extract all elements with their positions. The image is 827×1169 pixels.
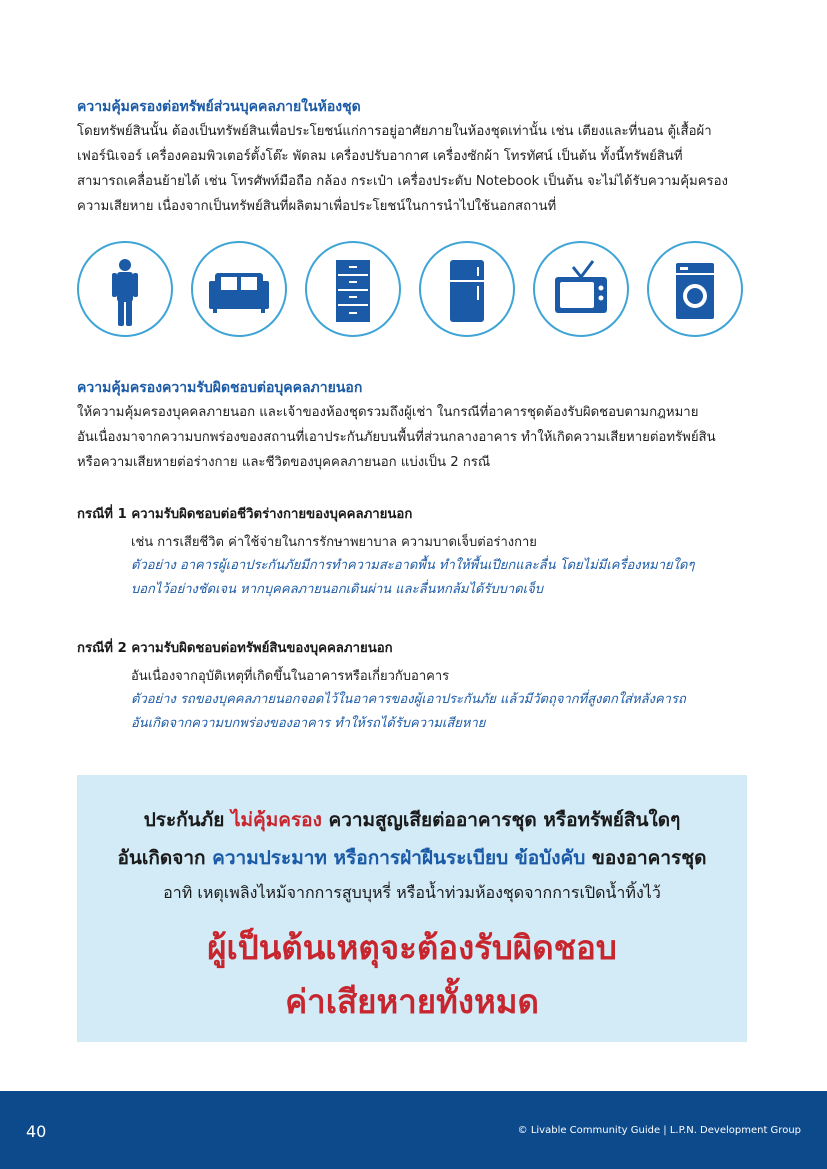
- case-2-title: กรณีที่ 2 ความรับผิดชอบต่อทรัพย์สินของบุคคลภายนอก: [77, 641, 393, 656]
- page-footer: [0, 1091, 827, 1169]
- callout-text: อันเกิดจาก: [117, 847, 213, 869]
- television-icon: [533, 241, 629, 337]
- case-1-detail: เช่น การเสียชีวิต ค่าใช้จ่ายในการรักษาพยาบาล ความบาดเจ็บต่อร่างกาย: [131, 535, 537, 550]
- callout-line-3: อาทิ เหตุเพลิงไหม้จากการสูบบุหรี่ หรือน้ำท่วมห้องชุดจากการเปิดน้ำทิ้งไว้: [163, 883, 661, 902]
- paragraph-line: โดยทรัพย์สินนั้น ต้องเป็นทรัพย์สินเพื่อประโยชน์แก่การอยู่อาศัยภายในห้องชุดเท่านั้น เช่น เตียงและที่นอน ตู้เสื้อผ้า: [77, 124, 712, 139]
- case-2-detail: อันเนื่องจากอุบัติเหตุที่เกิดขึ้นในอาคารหรือเกี่ยวกับอาคาร: [131, 669, 450, 684]
- paragraph-line: ความเสียหาย เนื่องจากเป็นทรัพย์สินที่ผลิตมาเพื่อประโยชน์ในการนำไปใช้นอกสถานที่: [77, 199, 557, 214]
- callout-highlight-negligence: ความประมาท หรือการฝ่าฝืนระเบียบ ข้อบังคับ: [212, 847, 586, 869]
- exclusion-callout: [77, 775, 747, 1042]
- page-number: 40: [26, 1122, 47, 1141]
- paragraph-line: เฟอร์นิเจอร์ เครื่องคอมพิวเตอร์ตั้งโต๊ะ พัดลม เครื่องปรับอากาศ เครื่องซักผ้า โทรทัศน์ เป็นต้น ทั้งนี้ทรัพย์สินที่: [77, 149, 683, 164]
- callout-emphasis-line-2: ค่าเสียหายทั้งหมด: [285, 982, 539, 1021]
- paragraph-line: อันเนื่องมาจากความบกพร่องของสถานที่เอาประกันภัยบนพื้นที่ส่วนกลางอาคาร ทำให้เกิดความเสียหายต่อทรัพย์สิน: [77, 430, 716, 445]
- washing-machine-icon: [647, 241, 743, 337]
- callout-emphasis-line-1: ผู้เป็นต้นเหตุจะต้องรับผิดชอบ: [207, 928, 617, 967]
- callout-text: ประกันภัย: [143, 809, 231, 831]
- example-line: บอกไว้อย่างชัดเจน หากบุคคลภายนอกเดินผ่าน และลื่นหกล้มได้รับบาดเจ็บ: [131, 582, 543, 597]
- refrigerator-icon: [419, 241, 515, 337]
- section-paragraph-personal-property: [77, 119, 757, 219]
- copyright-text: © Livable Community Guide | L.P.N. Development Group: [517, 1125, 801, 1136]
- section-heading-third-party-liability: ความคุ้มครองความรับผิดชอบต่อบุคคลภายนอก: [77, 380, 363, 396]
- callout-line-2: [77, 843, 747, 873]
- example-line: อันเกิดจากความบกพร่องของอาคาร ทำให้รถได้รับความเสียหาย: [131, 716, 486, 731]
- property-icons-row: [77, 241, 747, 341]
- case-1-example: [131, 554, 694, 602]
- section-heading-personal-property: ความคุ้มครองต่อทรัพย์ส่วนบุคคลภายในห้องชุด: [77, 99, 361, 115]
- case-2-example: [131, 688, 686, 736]
- callout-line-1: [77, 805, 747, 835]
- section-paragraph-third-party-liability: [77, 400, 757, 475]
- paragraph-line: หรือความเสียหายต่อร่างกาย และชีวิตของบุคคลภายนอก แบ่งเป็น 2 กรณี: [77, 455, 491, 470]
- example-line: ตัวอย่าง รถของบุคคลภายนอกจอดไว้ในอาคารของผู้เอาประกันภัย แล้วมีวัตถุจากที่สูงตกใส่หลังคารถ: [131, 692, 686, 707]
- example-line: ตัวอย่าง อาคารผู้เอาประกันภัยมีการทำความสะอาดพื้น ทำให้พื้นเปียกและลื่น โดยไม่มีเครื่องหมายใดๆ: [131, 558, 695, 573]
- callout-text: ของอาคารชุด: [585, 847, 707, 869]
- cabinet-icon: [305, 241, 401, 337]
- paragraph-line: สามารถเคลื่อนย้ายได้ เช่น โทรศัพท์มือถือ กล้อง กระเป๋า เครื่องประดับ Notebook เป็นต้น จะไม่ได้รับความคุ้มครอง: [77, 174, 728, 189]
- person-icon: [77, 241, 173, 337]
- callout-highlight-not-covered: ไม่คุ้มครอง: [230, 809, 322, 831]
- paragraph-line: ให้ความคุ้มครองบุคคลภายนอก และเจ้าของห้องชุดรวมถึงผู้เช่า ในกรณีที่อาคารชุดต้องรับผิดชอบตามกฎหมาย: [77, 405, 699, 420]
- case-1-title: กรณีที่ 1 ความรับผิดชอบต่อชีวิตร่างกายของบุคคลภายนอก: [77, 507, 413, 522]
- sofa-icon: [191, 241, 287, 337]
- callout-text: ความสูญเสียต่ออาคารชุด หรือทรัพย์สินใดๆ: [321, 809, 681, 831]
